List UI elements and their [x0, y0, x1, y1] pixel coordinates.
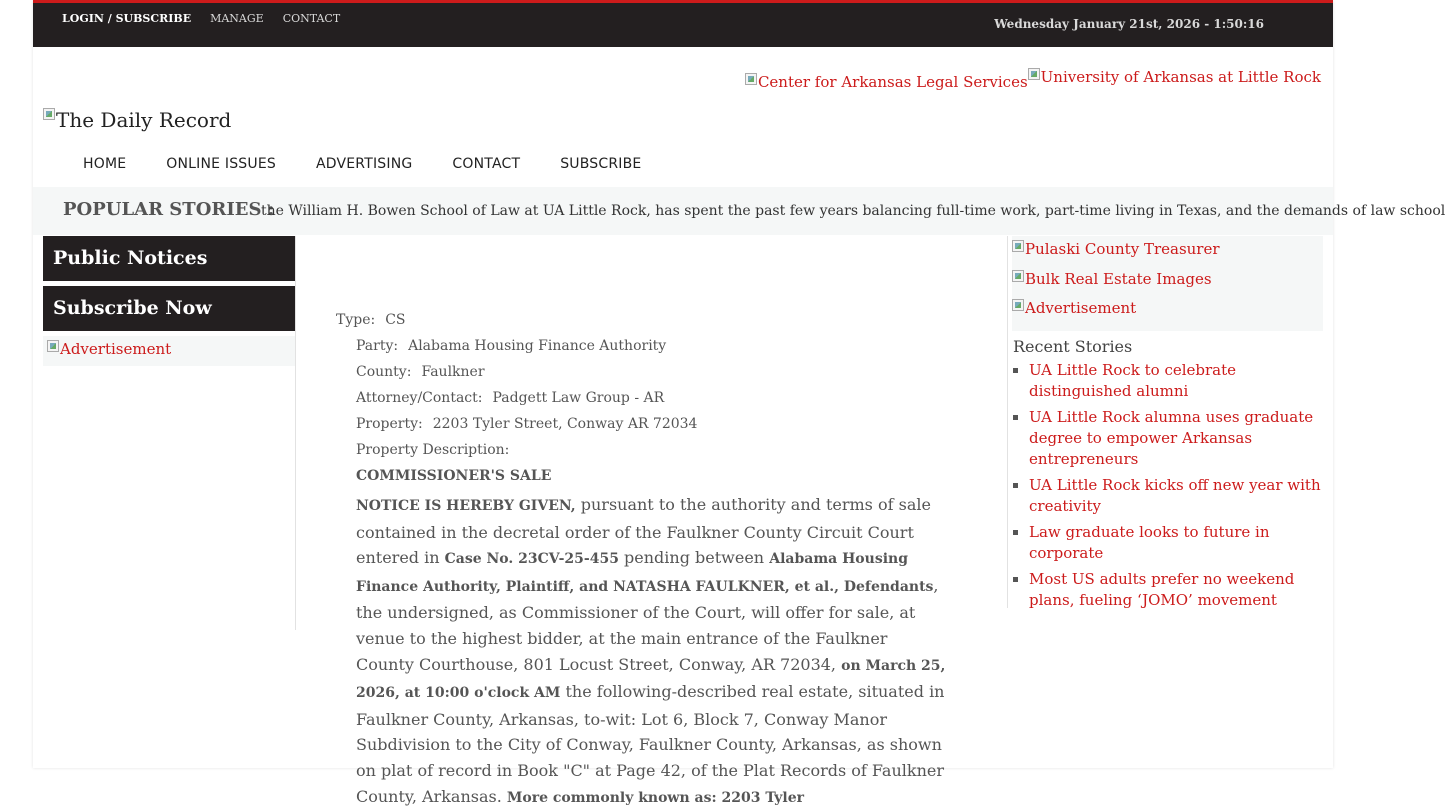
popular-stories-label: POPULAR STORIES : [63, 199, 275, 220]
notice-known-as: More commonly known as: 2203 Tyler [506, 789, 804, 806]
right-advertisement-label: Advertisement [1025, 299, 1137, 317]
broken-image-icon [1012, 270, 1024, 282]
left-sidebar [43, 236, 296, 630]
left-advertisement-label: Advertisement [60, 340, 172, 358]
recent-story-link[interactable]: UA Little Rock kicks off new year with creativity [1013, 475, 1323, 517]
site-logo[interactable] [43, 108, 231, 132]
recent-story-link[interactable]: UA Little Rock to celebrate distinguished alumni [1013, 360, 1323, 402]
ad-center-arkansas-legal-label: Center for Arkansas Legal Services [757, 73, 1028, 91]
notice-body-bold-1: NOTICE IS HEREBY GIVEN, [356, 498, 576, 514]
type-label: Type: [336, 312, 376, 328]
broken-image-icon [43, 108, 55, 120]
notice-heading: COMMISSIONER'S SALE [356, 468, 552, 484]
nav-contact[interactable]: CONTACT [452, 156, 521, 172]
contact-link-top[interactable]: CONTACT [282, 12, 341, 25]
recent-story-link[interactable]: Law graduate looks to future in corporate [1013, 522, 1323, 564]
right-sidebar [1007, 236, 1323, 608]
nav-advertising[interactable]: ADVERTISING [315, 156, 413, 172]
nav-subscribe[interactable]: SUBSCRIBE [560, 156, 642, 172]
page [33, 0, 1445, 806]
recent-story-link[interactable]: UA Little Rock alumna uses graduate degree to empower Arkansas entrepreneurs [1013, 407, 1323, 470]
recent-stories-title: Recent Stories [1013, 336, 1133, 356]
broken-image-icon [1028, 68, 1040, 80]
banner-ads [745, 68, 1321, 91]
popular-stories-bar [33, 187, 1445, 235]
left-advertisement[interactable] [43, 336, 295, 366]
ad-bulk-label: Bulk Real Estate Images [1025, 269, 1212, 288]
notice-type [336, 310, 951, 336]
county-value: Faulkner [421, 364, 485, 380]
subscribe-now-button[interactable]: Subscribe Now [43, 286, 295, 331]
notice-property [336, 414, 951, 440]
nav-home[interactable]: HOME [83, 156, 127, 172]
party-value: Alabama Housing Finance Authority [408, 338, 667, 354]
notice-content [336, 310, 951, 811]
notice-case-number: Case No. 23CV-25-455 [444, 551, 619, 568]
county-label: County: [356, 364, 412, 380]
ad-pulaski-county-treasurer[interactable] [1012, 240, 1323, 270]
notice-body-text-4: the following-described real estate, situated in Faulkner County, Arkansas, to-wit: Lot 6, Block 7, Conway Manor Subdivision to the City of Conway, Faulkner County, Arkansas, as shown on plat of record in Book "C" at Page 42, of the Plat Records of Faulkner County, Arkansas. [356, 682, 945, 806]
ad-bulk-real-estate[interactable] [1012, 270, 1323, 300]
notice-body-text-2: pending between [618, 548, 770, 568]
type-value: CS [385, 312, 406, 328]
attorney-label: Attorney/Contact: [356, 390, 483, 406]
broken-image-icon [47, 340, 59, 352]
nav-online-issues[interactable]: ONLINE ISSUES [166, 156, 276, 172]
broken-image-icon [1012, 240, 1024, 252]
popular-stories-ticker[interactable]: the William H. Bowen School of Law at UA Little Rock, has spent the past few years balancing full-time work, part-time living in Texas, and the demands of law school [261, 203, 1445, 219]
attorney-value: Padgett Law Group - AR [492, 390, 665, 406]
broken-image-icon [745, 73, 757, 85]
notice-county [336, 362, 951, 388]
notice-description-label: Property Description: [356, 442, 510, 458]
notice-parties: Alabama Housing Finance Authority, Plaintiff, and NATASHA FAULKNER, et al., Defendants [356, 551, 934, 595]
property-label: Property: [356, 416, 423, 432]
notice-body [336, 492, 946, 811]
ad-pulaski-label: Pulaski County Treasurer [1025, 240, 1220, 258]
manage-link[interactable]: MANAGE [210, 12, 264, 25]
ad-center-arkansas-legal[interactable] [745, 73, 1028, 91]
main-nav [83, 156, 641, 172]
party-label: Party: [356, 338, 399, 354]
notice-body-text-1: pursuant to the authority and terms of sale contained in the decretal order of the Faulkner County Circuit Court entered in [356, 495, 931, 568]
recent-story-link[interactable]: Most US adults prefer no weekend plans, fueling ‘JOMO’ movement [1013, 569, 1323, 611]
notice-body-text-3: , the undersigned, as Commissioner of the Court, will offer for sale, at venue to the highest bidder, at the main entrance of the Faulkner County Courthouse, 801 Locust Street, Conway, AR 72034, [356, 575, 939, 674]
ad-ualr-label: University of Arkansas at Little Rock [1040, 68, 1321, 86]
recent-stories-list [1013, 360, 1323, 611]
ad-ualr[interactable] [1028, 68, 1321, 86]
notice-party [336, 336, 951, 362]
top-bar [33, 0, 1333, 47]
top-links [62, 12, 340, 25]
public-notices-button[interactable]: Public Notices [43, 236, 295, 281]
notice-attorney [336, 388, 951, 414]
notice-sale-date: on March 25, 2026, at 10:00 o'clock AM [356, 657, 946, 702]
right-ads [1012, 236, 1323, 331]
broken-image-icon [1012, 299, 1024, 311]
right-advertisement[interactable] [1012, 299, 1323, 329]
site-logo-alt: The Daily Record [56, 108, 232, 132]
login-subscribe-link[interactable]: LOGIN / SUBSCRIBE [62, 12, 192, 25]
property-value: 2203 Tyler Street, Conway AR 72034 [432, 416, 698, 432]
current-datetime: Wednesday January 21st, 2026 - 1:50:16 [994, 17, 1264, 31]
